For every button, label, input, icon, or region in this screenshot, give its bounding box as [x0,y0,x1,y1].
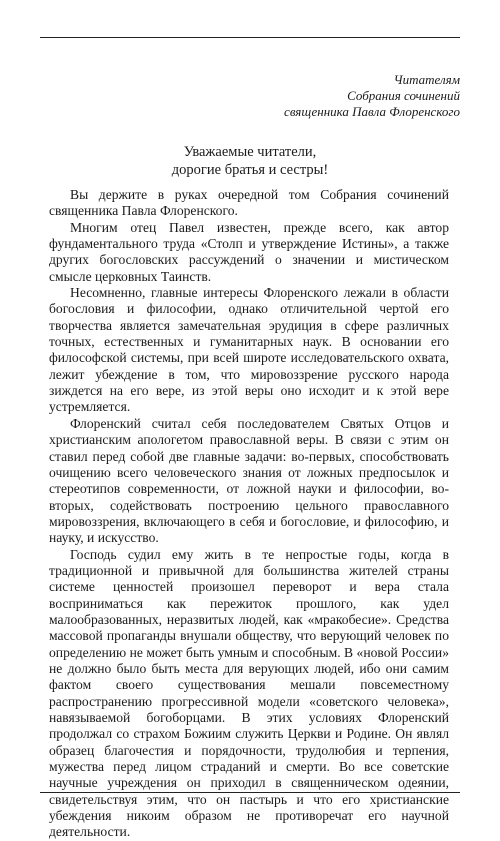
paragraph: Многим отец Павел известен, прежде всего, как автор фундаментального труда «Столп и утверждение Истины», а также других богословских рассуждений о значении и мистическом смысле церковных Таинств. [49,219,449,284]
epigraph [284,72,460,120]
bottom-rule [40,792,460,793]
body-text [49,187,449,841]
greeting-line: дорогие братья и сестры! [171,162,329,178]
epigraph-line: Читателям [393,72,460,87]
epigraph-line: священника Павла Флоренского [284,104,460,119]
greeting [40,143,460,179]
epigraph-line: Собрания сочинений [347,88,460,103]
paragraph: Несомненно, главные интересы Флоренского лежали в области богословия и философии, однако отличительной чертой его творчества является замечательная эрудиция в сфере различных точных, естественных и гуманитарных наук. В основании его философской системы, при всей широте исследовательского охвата, лежит убеждение в том, что мировоззрение русского народа зиждется на его вере, из этой веры оно исходит и к этой вере устремляется. [49,285,449,415]
greeting-line: Уважаемые читатели, [183,144,317,160]
paragraph: Флоренский считал себя последователем Святых Отцов и христианским апологетом православной веры. В связи с этим он ставил перед собой две главные задачи: во-первых, способствовать очищению всего человеческого знания от ложных предпосылок и стереотипов современности, от ложной науки и философии, во-вторых, содействовать построению цельного православного мировоззрения, включающего в себя и богословие, и философию, и науку, и искусство. [49,415,449,546]
paragraph: Вы держите в руках очередной том Собрания сочинений священника Павла Флоренского. [49,187,449,219]
top-rule [40,37,460,38]
paragraph: Господь судил ему жить в те непростые годы, когда в традиционной и привычной для большинства жителей страны системе ценностей произошел переворот и вера стала восприниматься как пережиток прошлого, как удел малообразованных, неразвитых людей, как «мракобесие». Средства массовой пропаганды внушали обществу, что верующий человек по определению не может быть умным и способным. В «новой России» не должно было быть места для верующих людей, ибо они самим фактом своего существования мешали повсеместному распространению прогрессивной модели «советского человека», навязываемой богоборцами. В этих условиях Флоренский продолжал со страхом Божиим служить Церкви и Родине. Он являл образец благочестия и порядочности, трудолюбия и терпения, мужества перед лицом страданий и смерти. Во все советские научные учреждения он приходил в священническом одеянии, свидетельствуя этим, что он пастырь и что его христианские убеждения никоим образом не противоречат его научной деятельности. [49,546,449,840]
